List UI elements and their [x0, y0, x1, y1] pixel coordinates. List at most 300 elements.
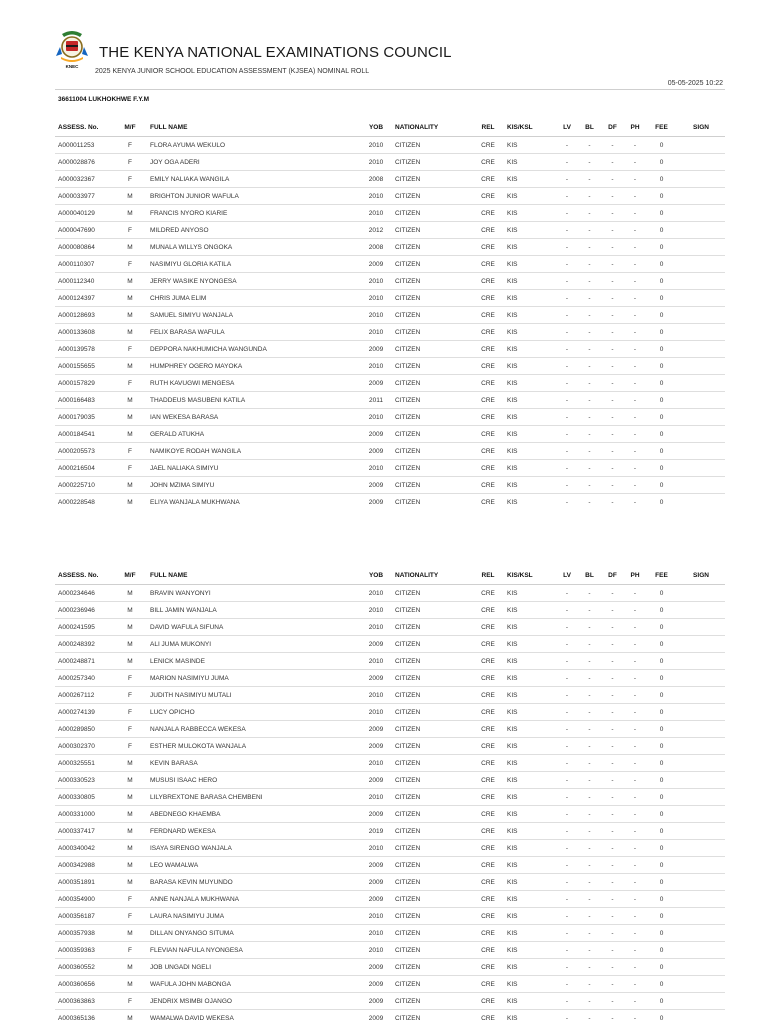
cell-fee: 0	[646, 1010, 677, 1026]
cell-df: -	[601, 789, 624, 806]
cell-sign	[677, 443, 725, 460]
cell-nationality: CITIZEN	[392, 290, 472, 307]
cell-full-name: FRANCIS NYORO KIARIE	[147, 205, 360, 222]
cell-ph: -	[624, 205, 646, 222]
cell-kis-ksl: KIS	[504, 772, 556, 789]
cell-full-name: LILYBREXTONE BARASA CHEMBENI	[147, 789, 360, 806]
cell-kis-ksl: KIS	[504, 857, 556, 874]
cell-rel: CRE	[472, 375, 504, 392]
cell-ph: -	[624, 1010, 646, 1026]
cell-sign	[677, 619, 725, 636]
table-row	[55, 154, 725, 171]
cell-df: -	[601, 443, 624, 460]
cell-full-name: MUNALA WILLYS ONGOKA	[147, 239, 360, 256]
cell-df: -	[601, 585, 624, 602]
cell-df: -	[601, 273, 624, 290]
cell-kis-ksl: KIS	[504, 137, 556, 154]
cell-nationality: CITIZEN	[392, 993, 472, 1010]
cell-gender: F	[113, 687, 147, 704]
cell-df: -	[601, 823, 624, 840]
cell-full-name: THADDEUS MASUBENI KATILA	[147, 392, 360, 409]
cell-lv: -	[556, 721, 578, 738]
cell-yob: 2010	[360, 602, 392, 619]
cell-lv: -	[556, 1010, 578, 1026]
cell-bl: -	[578, 375, 601, 392]
cell-full-name: MARION NASIMIYU JUMA	[147, 670, 360, 687]
cell-kis-ksl: KIS	[504, 273, 556, 290]
table-row	[55, 755, 725, 772]
cell-bl: -	[578, 704, 601, 721]
cell-sign	[677, 426, 725, 443]
cell-ph: -	[624, 738, 646, 755]
cell-fee: 0	[646, 806, 677, 823]
cell-lv: -	[556, 494, 578, 511]
cell-kis-ksl: KIS	[504, 256, 556, 273]
cell-gender: M	[113, 1010, 147, 1026]
cell-gender: F	[113, 222, 147, 239]
cell-sign	[677, 857, 725, 874]
cell-fee: 0	[646, 443, 677, 460]
cell-bl: -	[578, 341, 601, 358]
cell-nationality: CITIZEN	[392, 443, 472, 460]
cell-df: -	[601, 738, 624, 755]
table-header-row	[55, 119, 725, 137]
table-row	[55, 585, 725, 602]
column-header-sign: SIGN	[677, 567, 725, 585]
column-header-rel: REL	[472, 567, 504, 585]
cell-rel: CRE	[472, 392, 504, 409]
header-divider	[55, 89, 725, 90]
cell-ph: -	[624, 171, 646, 188]
cell-lv: -	[556, 205, 578, 222]
table-row	[55, 222, 725, 239]
cell-ph: -	[624, 925, 646, 942]
cell-yob: 2010	[360, 908, 392, 925]
cell-assess-no: A000257340	[55, 670, 113, 687]
column-header-bl: BL	[578, 567, 601, 585]
cell-nationality: CITIZEN	[392, 670, 472, 687]
column-header-ph: PH	[624, 567, 646, 585]
cell-nationality: CITIZEN	[392, 239, 472, 256]
cell-ph: -	[624, 585, 646, 602]
cell-bl: -	[578, 239, 601, 256]
cell-yob: 2009	[360, 1010, 392, 1026]
cell-kis-ksl: KIS	[504, 925, 556, 942]
cell-lv: -	[556, 460, 578, 477]
cell-sign	[677, 976, 725, 993]
cell-full-name: ELIYA WANJALA MUKHWANA	[147, 494, 360, 511]
cell-kis-ksl: KIS	[504, 460, 556, 477]
cell-nationality: CITIZEN	[392, 188, 472, 205]
cell-df: -	[601, 426, 624, 443]
cell-assess-no: A000267112	[55, 687, 113, 704]
cell-df: -	[601, 602, 624, 619]
table-row	[55, 375, 725, 392]
cell-ph: -	[624, 426, 646, 443]
cell-nationality: CITIZEN	[392, 687, 472, 704]
cell-kis-ksl: KIS	[504, 409, 556, 426]
cell-fee: 0	[646, 256, 677, 273]
cell-ph: -	[624, 976, 646, 993]
cell-rel: CRE	[472, 494, 504, 511]
cell-assess-no: A000365136	[55, 1010, 113, 1026]
cell-df: -	[601, 1010, 624, 1026]
cell-fee: 0	[646, 188, 677, 205]
cell-kis-ksl: KIS	[504, 443, 556, 460]
cell-yob: 2009	[360, 874, 392, 891]
cell-sign	[677, 653, 725, 670]
cell-assess-no: A000248392	[55, 636, 113, 653]
cell-assess-no: A000330805	[55, 789, 113, 806]
cell-lv: -	[556, 670, 578, 687]
cell-nationality: CITIZEN	[392, 460, 472, 477]
cell-rel: CRE	[472, 426, 504, 443]
cell-df: -	[601, 755, 624, 772]
cell-full-name: FLORA AYUMA WEKULO	[147, 137, 360, 154]
cell-kis-ksl: KIS	[504, 477, 556, 494]
cell-fee: 0	[646, 375, 677, 392]
cell-yob: 2010	[360, 585, 392, 602]
cell-assess-no: A000248871	[55, 653, 113, 670]
cell-rel: CRE	[472, 324, 504, 341]
cell-df: -	[601, 222, 624, 239]
cell-ph: -	[624, 324, 646, 341]
cell-gender: M	[113, 857, 147, 874]
cell-assess-no: A000330523	[55, 772, 113, 789]
cell-sign	[677, 823, 725, 840]
cell-gender: M	[113, 874, 147, 891]
cell-rel: CRE	[472, 443, 504, 460]
cell-nationality: CITIZEN	[392, 426, 472, 443]
cell-assess-no: A000337417	[55, 823, 113, 840]
table-row	[55, 392, 725, 409]
cell-lv: -	[556, 154, 578, 171]
table-row	[55, 976, 725, 993]
cell-full-name: WAFULA JOHN MABONGA	[147, 976, 360, 993]
cell-yob: 2010	[360, 460, 392, 477]
cell-nationality: CITIZEN	[392, 222, 472, 239]
cell-gender: M	[113, 324, 147, 341]
cell-gender: F	[113, 375, 147, 392]
cell-ph: -	[624, 789, 646, 806]
cell-assess-no: A000356187	[55, 908, 113, 925]
table-row	[55, 443, 725, 460]
cell-rel: CRE	[472, 222, 504, 239]
cell-lv: -	[556, 273, 578, 290]
cell-lv: -	[556, 188, 578, 205]
cell-nationality: CITIZEN	[392, 324, 472, 341]
cell-df: -	[601, 908, 624, 925]
cell-ph: -	[624, 392, 646, 409]
cell-assess-no: A000133608	[55, 324, 113, 341]
cell-lv: -	[556, 443, 578, 460]
table-row	[55, 840, 725, 857]
cell-rel: CRE	[472, 636, 504, 653]
cell-full-name: IAN WEKESA BARASA	[147, 409, 360, 426]
cell-fee: 0	[646, 908, 677, 925]
cell-bl: -	[578, 687, 601, 704]
cell-yob: 2009	[360, 959, 392, 976]
cell-gender: M	[113, 477, 147, 494]
cell-rel: CRE	[472, 307, 504, 324]
table-row	[55, 857, 725, 874]
cell-ph: -	[624, 137, 646, 154]
cell-rel: CRE	[472, 653, 504, 670]
cell-yob: 2009	[360, 477, 392, 494]
cell-bl: -	[578, 137, 601, 154]
cell-assess-no: A000289850	[55, 721, 113, 738]
cell-assess-no: A000139578	[55, 341, 113, 358]
cell-df: -	[601, 341, 624, 358]
cell-full-name: JUDITH NASIMIYU MUTALI	[147, 687, 360, 704]
cell-lv: -	[556, 908, 578, 925]
cell-rel: CRE	[472, 772, 504, 789]
cell-bl: -	[578, 670, 601, 687]
cell-rel: CRE	[472, 755, 504, 772]
cell-assess-no: A000236946	[55, 602, 113, 619]
cell-fee: 0	[646, 976, 677, 993]
cell-rel: CRE	[472, 460, 504, 477]
cell-assess-no: A000360552	[55, 959, 113, 976]
cell-yob: 2010	[360, 840, 392, 857]
cell-assess-no: A000040129	[55, 205, 113, 222]
cell-assess-no: A000225710	[55, 477, 113, 494]
cell-sign	[677, 358, 725, 375]
cell-df: -	[601, 619, 624, 636]
cell-yob: 2012	[360, 222, 392, 239]
cell-ph: -	[624, 891, 646, 908]
cell-ph: -	[624, 772, 646, 789]
cell-rel: CRE	[472, 925, 504, 942]
cell-full-name: JENDRIX MSIMBI OJANGO	[147, 993, 360, 1010]
cell-lv: -	[556, 772, 578, 789]
cell-df: -	[601, 976, 624, 993]
cell-bl: -	[578, 409, 601, 426]
cell-gender: F	[113, 942, 147, 959]
cell-bl: -	[578, 222, 601, 239]
cell-full-name: JAEL NALIAKA SIMIYU	[147, 460, 360, 477]
column-header-sign: SIGN	[677, 119, 725, 137]
cell-rel: CRE	[472, 290, 504, 307]
cell-nationality: CITIZEN	[392, 772, 472, 789]
column-header-full-name: FULL NAME	[147, 567, 360, 585]
cell-nationality: CITIZEN	[392, 154, 472, 171]
cell-sign	[677, 738, 725, 755]
cell-full-name: LUCY OPICHO	[147, 704, 360, 721]
cell-gender: F	[113, 993, 147, 1010]
table-row	[55, 188, 725, 205]
cell-kis-ksl: KIS	[504, 670, 556, 687]
cell-df: -	[601, 806, 624, 823]
cell-full-name: FERDNARD WEKESA	[147, 823, 360, 840]
column-header-fee: FEE	[646, 119, 677, 137]
cell-lv: -	[556, 840, 578, 857]
cell-yob: 2010	[360, 653, 392, 670]
cell-nationality: CITIZEN	[392, 585, 472, 602]
cell-fee: 0	[646, 137, 677, 154]
cell-lv: -	[556, 409, 578, 426]
cell-gender: M	[113, 976, 147, 993]
column-header-gender: M/F	[113, 119, 147, 137]
table-row	[55, 460, 725, 477]
cell-full-name: NAMIKOYE RODAH WANGILA	[147, 443, 360, 460]
cell-sign	[677, 925, 725, 942]
cell-lv: -	[556, 857, 578, 874]
cell-full-name: BRAVIN WANYONYI	[147, 585, 360, 602]
cell-gender: M	[113, 494, 147, 511]
cell-lv: -	[556, 171, 578, 188]
cell-yob: 2009	[360, 670, 392, 687]
cell-lv: -	[556, 341, 578, 358]
cell-gender: M	[113, 585, 147, 602]
cell-sign	[677, 290, 725, 307]
cell-kis-ksl: KIS	[504, 806, 556, 823]
cell-yob: 2010	[360, 755, 392, 772]
cell-assess-no: A000325551	[55, 755, 113, 772]
cell-assess-no: A000331000	[55, 806, 113, 823]
cell-full-name: CHRIS JUMA ELIM	[147, 290, 360, 307]
cell-bl: -	[578, 205, 601, 222]
table-row	[55, 738, 725, 755]
cell-sign	[677, 239, 725, 256]
cell-lv: -	[556, 738, 578, 755]
cell-rel: CRE	[472, 409, 504, 426]
cell-bl: -	[578, 426, 601, 443]
cell-assess-no: A000110307	[55, 256, 113, 273]
cell-bl: -	[578, 307, 601, 324]
table-row	[55, 409, 725, 426]
cell-gender: M	[113, 840, 147, 857]
cell-gender: F	[113, 341, 147, 358]
cell-assess-no: A000032367	[55, 171, 113, 188]
cell-assess-no: A000359363	[55, 942, 113, 959]
cell-fee: 0	[646, 585, 677, 602]
cell-rel: CRE	[472, 585, 504, 602]
cell-sign	[677, 602, 725, 619]
cell-gender: M	[113, 392, 147, 409]
cell-assess-no: A000166483	[55, 392, 113, 409]
cell-full-name: LENICK MASINDE	[147, 653, 360, 670]
column-header-kis-ksl: KIS/KSL	[504, 567, 556, 585]
cell-sign	[677, 188, 725, 205]
cell-fee: 0	[646, 721, 677, 738]
cell-gender: F	[113, 738, 147, 755]
cell-assess-no: A000028876	[55, 154, 113, 171]
cell-fee: 0	[646, 857, 677, 874]
cell-lv: -	[556, 426, 578, 443]
cell-bl: -	[578, 925, 601, 942]
cell-kis-ksl: KIS	[504, 239, 556, 256]
cell-yob: 2010	[360, 789, 392, 806]
column-header-lv: LV	[556, 567, 578, 585]
cell-assess-no: A000155655	[55, 358, 113, 375]
cell-fee: 0	[646, 874, 677, 891]
cell-nationality: CITIZEN	[392, 857, 472, 874]
cell-nationality: CITIZEN	[392, 806, 472, 823]
cell-bl: -	[578, 1010, 601, 1026]
cell-sign	[677, 704, 725, 721]
cell-lv: -	[556, 976, 578, 993]
cell-df: -	[601, 857, 624, 874]
roll-subtitle: 2025 KENYA JUNIOR SCHOOL EDUCATION ASSESSMENT (KJSEA) NOMINAL ROLL	[95, 68, 369, 75]
cell-rel: CRE	[472, 273, 504, 290]
cell-sign	[677, 477, 725, 494]
cell-yob: 2010	[360, 704, 392, 721]
cell-lv: -	[556, 256, 578, 273]
cell-bl: -	[578, 823, 601, 840]
cell-full-name: ALI JUMA MUKONYI	[147, 636, 360, 653]
table-row	[55, 687, 725, 704]
column-header-df: DF	[601, 567, 624, 585]
cell-yob: 2010	[360, 307, 392, 324]
table-row	[55, 653, 725, 670]
cell-fee: 0	[646, 755, 677, 772]
cell-kis-ksl: KIS	[504, 789, 556, 806]
cell-bl: -	[578, 290, 601, 307]
cell-bl: -	[578, 585, 601, 602]
cell-rel: CRE	[472, 806, 504, 823]
cell-assess-no: A000011253	[55, 137, 113, 154]
cell-assess-no: A000112340	[55, 273, 113, 290]
cell-assess-no: A000234646	[55, 585, 113, 602]
cell-lv: -	[556, 324, 578, 341]
cell-rel: CRE	[472, 358, 504, 375]
cell-lv: -	[556, 137, 578, 154]
cell-sign	[677, 874, 725, 891]
cell-assess-no: A000080864	[55, 239, 113, 256]
cell-df: -	[601, 636, 624, 653]
cell-kis-ksl: KIS	[504, 1010, 556, 1026]
cell-bl: -	[578, 392, 601, 409]
cell-nationality: CITIZEN	[392, 653, 472, 670]
cell-assess-no: A000363863	[55, 993, 113, 1010]
table-row	[55, 307, 725, 324]
cell-full-name: BILL JAMIN WANJALA	[147, 602, 360, 619]
cell-fee: 0	[646, 307, 677, 324]
cell-fee: 0	[646, 602, 677, 619]
column-header-lv: LV	[556, 119, 578, 137]
cell-df: -	[601, 704, 624, 721]
cell-yob: 2010	[360, 942, 392, 959]
cell-nationality: CITIZEN	[392, 358, 472, 375]
column-header-gender: M/F	[113, 567, 147, 585]
cell-gender: M	[113, 602, 147, 619]
cell-df: -	[601, 324, 624, 341]
cell-rel: CRE	[472, 738, 504, 755]
cell-kis-ksl: KIS	[504, 823, 556, 840]
cell-sign	[677, 205, 725, 222]
cell-kis-ksl: KIS	[504, 755, 556, 772]
cell-df: -	[601, 477, 624, 494]
cell-full-name: HUMPHREY OGERO MAYOKA	[147, 358, 360, 375]
table-row	[55, 619, 725, 636]
cell-bl: -	[578, 273, 601, 290]
cell-ph: -	[624, 307, 646, 324]
cell-kis-ksl: KIS	[504, 874, 556, 891]
cell-gender: M	[113, 307, 147, 324]
table-header-row	[55, 567, 725, 585]
cell-df: -	[601, 670, 624, 687]
cell-nationality: CITIZEN	[392, 171, 472, 188]
cell-sign	[677, 687, 725, 704]
cell-ph: -	[624, 477, 646, 494]
table-row	[55, 789, 725, 806]
cell-full-name: ESTHER MULOKOTA WANJALA	[147, 738, 360, 755]
table-row	[55, 704, 725, 721]
cell-gender: M	[113, 772, 147, 789]
cell-nationality: CITIZEN	[392, 874, 472, 891]
cell-fee: 0	[646, 477, 677, 494]
